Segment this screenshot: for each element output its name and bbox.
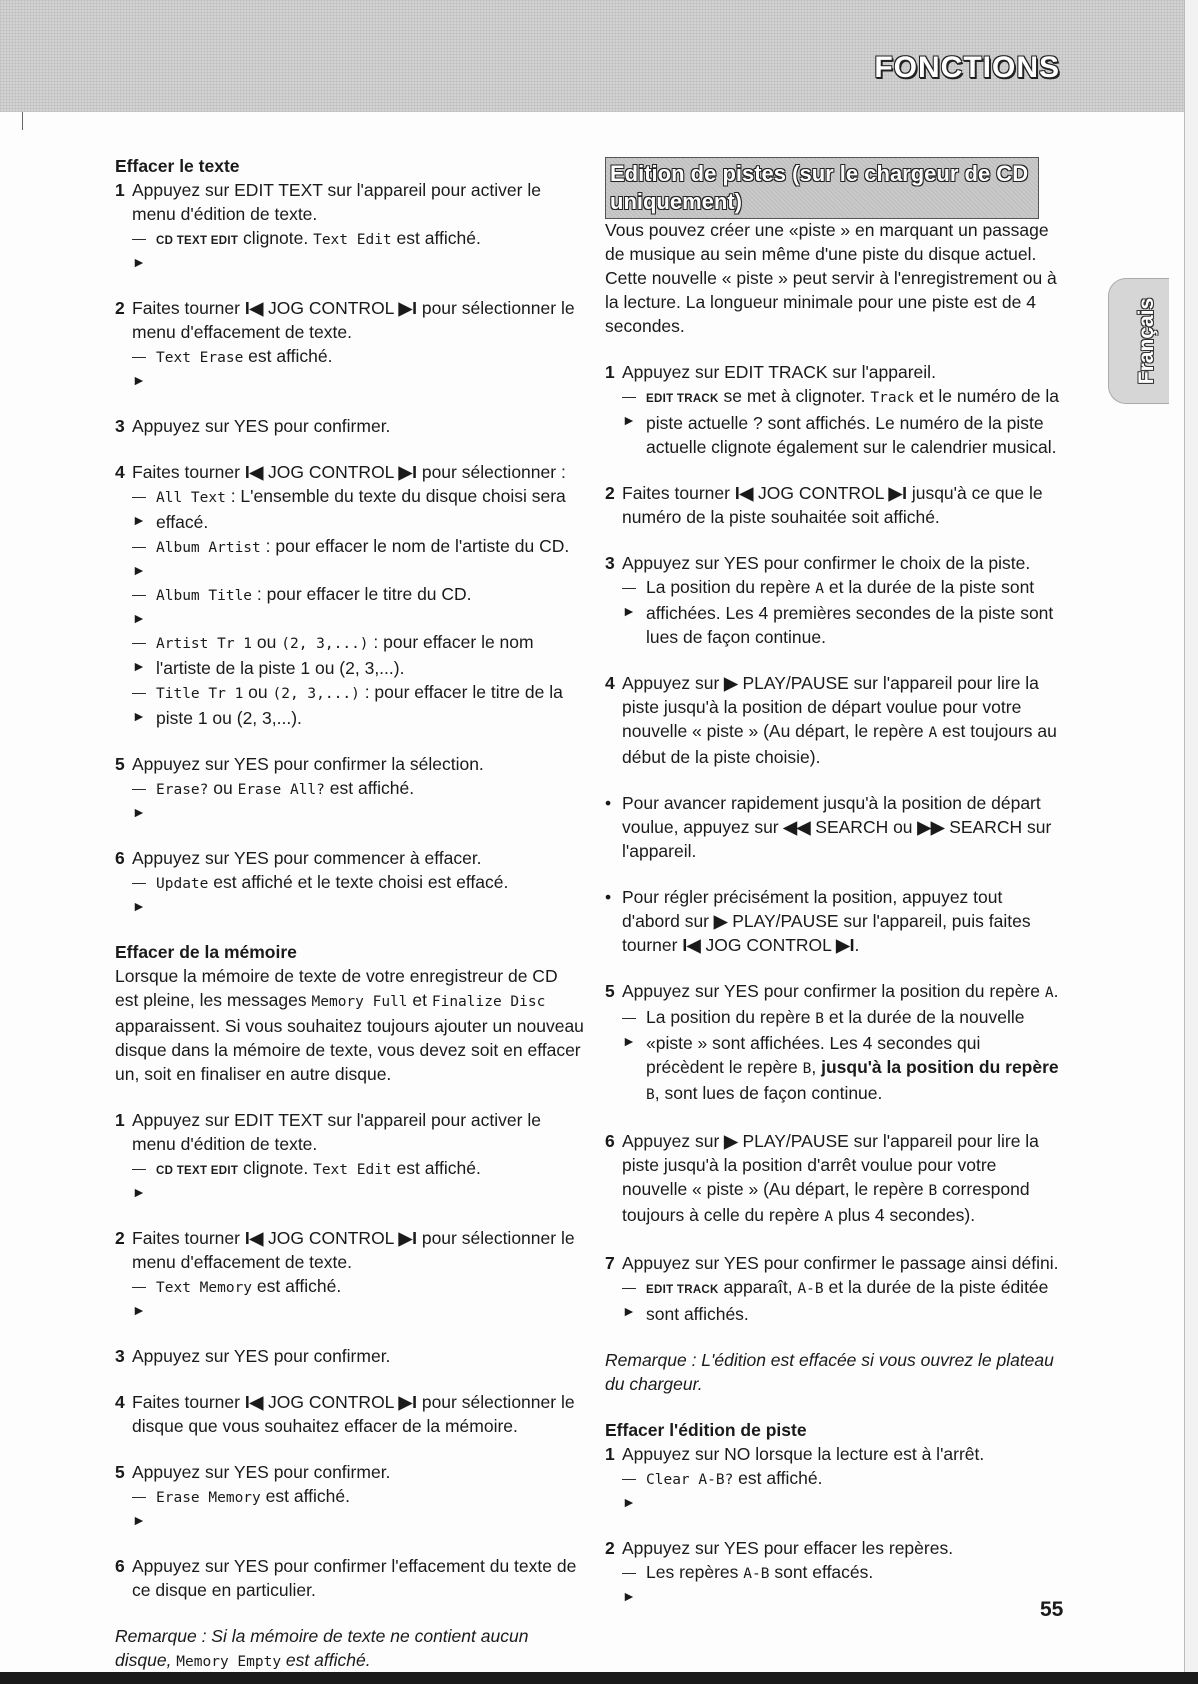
step-text-part: Faites tourner (132, 298, 245, 318)
step-text-part: est toujours au début de la piste choisie). (622, 721, 1057, 767)
step-result-text: La position du repère (646, 577, 816, 597)
step (115, 1226, 585, 1322)
step-text-part: Faites tourner (132, 1228, 245, 1248)
next-icon: ▶I (888, 483, 907, 503)
step-result (132, 1156, 585, 1204)
step-text (132, 1226, 585, 1274)
step (115, 1554, 585, 1602)
display-text: Album Artist (156, 540, 261, 556)
display-text: A (824, 1209, 834, 1225)
next-icon: ▶I (836, 935, 855, 955)
step-number: 3 (115, 1346, 125, 1366)
tip-text-part: Pour régler précisément la position, appuyez tout d'abord sur (622, 887, 1003, 931)
tip-text-part: . (854, 935, 860, 955)
step-number: 4 (605, 673, 615, 693)
step-result-text: se met à clignoter. (718, 386, 871, 406)
step-result (132, 1274, 585, 1322)
step-number: 6 (115, 1556, 125, 1576)
intro-text: et (407, 990, 432, 1010)
next-icon: ▶I (398, 298, 417, 318)
step-result-text: est affiché. (324, 778, 415, 798)
step-number: 6 (605, 1131, 615, 1151)
step-text: Appuyez sur EDIT TEXT sur l'appareil pour activer le menu d'édition de texte. (132, 1110, 541, 1154)
page-bottom-border (0, 1672, 1198, 1684)
option-text: ou (252, 632, 282, 652)
step (605, 1536, 1061, 1608)
display-text: B (646, 1087, 655, 1103)
step-result-text: est affiché. (733, 1468, 823, 1488)
step-number: 7 (605, 1253, 615, 1273)
arrow-icon: —► (132, 874, 146, 914)
display-text: A (815, 581, 825, 597)
step-result-text: clignote. (238, 228, 314, 248)
step-text: Appuyez sur YES pour effacer les repères. (622, 1538, 954, 1558)
play-icon: ▶ (724, 673, 738, 693)
step-result-text: et le numéro de la piste actuelle ? sont affichés. Le numéro de la piste actuelle clignote également sur le calendrier musical. (646, 386, 1059, 457)
tip-text (622, 885, 1061, 957)
step-text: Appuyez sur YES pour confirmer l'effacement du texte de ce disque en particulier. (132, 1556, 577, 1600)
step-number: 4 (115, 462, 125, 482)
play-icon: ▶ (724, 1131, 738, 1151)
step-result (622, 575, 1061, 649)
step (115, 1460, 585, 1532)
next-icon: ▶I (398, 1392, 417, 1412)
step-result-text: et la durée de la piste éditée sont affichés. (646, 1277, 1049, 1324)
step-text-part: . (1053, 981, 1059, 1001)
arrow-icon: —► (622, 1009, 636, 1049)
display-indicator: EDIT TRACK (646, 1284, 719, 1296)
display-text: A (928, 725, 938, 741)
note: Remarque : L'édition est effacée si vous ouvrez le plateau du chargeur. (605, 1350, 1054, 1394)
tip (605, 885, 1061, 957)
step-text: Appuyez sur YES pour confirmer. (132, 416, 391, 436)
header-corner-mark (0, 112, 23, 130)
display-text: Update (156, 876, 209, 892)
option-item (132, 534, 585, 582)
step-number: 1 (115, 1110, 125, 1130)
step (115, 1344, 585, 1368)
step-text: Appuyez sur YES pour confirmer la sélection. (132, 754, 484, 774)
step-result-text: apparaît, (718, 1277, 798, 1297)
step-result-text: est affiché. (260, 1486, 350, 1506)
step-text: Appuyez sur YES pour confirmer. (132, 1346, 391, 1366)
step (115, 178, 585, 274)
arrow-icon: —► (132, 780, 146, 820)
rewind-icon: ◀◀ (783, 817, 811, 837)
display-text: B (802, 1061, 812, 1077)
step-number: 2 (605, 1538, 615, 1558)
step-text (132, 460, 585, 484)
step-text (622, 1129, 1061, 1229)
step-number: 4 (115, 1392, 125, 1412)
option-text: : pour effacer le titre du CD. (252, 584, 472, 604)
step-result (132, 344, 585, 392)
display-text: A (1044, 985, 1054, 1001)
arrow-icon: —► (132, 230, 146, 270)
step-text: Appuyez sur EDIT TRACK sur l'appareil. (622, 362, 936, 382)
step-text-part: PLAY/PAUSE sur l'appareil pour lire la piste jusqu'à la position d'arrêt voulue pour votre nouvelle « piste » (Au départ, le repère (622, 1131, 1039, 1199)
option-item (132, 484, 585, 534)
arrow-icon: —► (622, 1279, 636, 1319)
step-number: 2 (115, 1228, 125, 1248)
step-result-text: et la durée de la piste sont affichées. Les 4 premières secondes de la piste sont lues de façon continue. (646, 577, 1054, 647)
intro-text: Lorsque la mémoire de texte de votre enregistreur de CD est pleine, les messages (115, 966, 558, 1010)
tip-text-part: SEARCH sur l'appareil. (622, 817, 1052, 861)
arrow-icon: —► (132, 586, 146, 626)
step-text (622, 481, 1061, 529)
step-text (622, 979, 1061, 1005)
step-text-part: pour sélectionner : (416, 462, 566, 482)
step-number: 5 (605, 981, 615, 1001)
display-indicator: CD TEXT EDIT (156, 1165, 239, 1177)
step-text-part: Appuyez sur YES pour confirmer la position du repère (622, 981, 1045, 1001)
step-text-part: JOG CONTROL (753, 483, 889, 503)
display-text: Clear A-B? (646, 1472, 734, 1488)
step-text-part: JOG CONTROL (263, 1392, 399, 1412)
step-result-text: est affiché. (243, 346, 333, 366)
step-result-text: est affiché et le texte choisi est effacé. (208, 872, 509, 892)
note-text: est affiché. (281, 1650, 371, 1670)
step-result-text: clignote. (238, 1158, 314, 1178)
step-text-part: PLAY/PAUSE sur l'appareil pour lire la piste jusqu'à la position de départ voulue pour votre nouvelle « piste » (Au départ, le repère (622, 673, 1039, 741)
arrow-icon: —► (132, 634, 146, 674)
option-text: : pour effacer le nom de l'artiste du CD. (260, 536, 570, 556)
step (605, 360, 1061, 459)
option-text: ou (243, 682, 273, 702)
display-text: Memory Empty (176, 1654, 282, 1670)
prev-icon: I◀ (244, 462, 264, 482)
section-title-effacer-edition: Effacer l'édition de piste (605, 1420, 807, 1440)
prev-icon: I◀ (682, 935, 701, 955)
step-result (622, 1005, 1061, 1107)
step-result (622, 1560, 1061, 1608)
step-number: 3 (115, 416, 125, 436)
note (115, 1624, 585, 1674)
display-text: (2, 3,...) (281, 636, 369, 652)
step-result (622, 1466, 1061, 1514)
option-item (132, 680, 585, 730)
step-result-text: La position du repère (646, 1007, 816, 1027)
step-text-part: pour sélectionner le menu d'effacement de texte. (132, 298, 575, 342)
step-result-text: et la durée de la nouvelle «piste » sont affichées. Les 4 secondes qui précèdent le repère (646, 1007, 1025, 1077)
step-number: 3 (605, 553, 615, 573)
display-text: All Text (156, 490, 226, 506)
prev-icon: I◀ (734, 483, 754, 503)
step-result-text: , sont lues de façon continue. (654, 1083, 883, 1103)
display-text: Erase Memory (156, 1490, 261, 1506)
display-text: B (928, 1183, 938, 1199)
bullet-icon: • (605, 887, 612, 907)
tip (605, 791, 1061, 863)
display-text: Finalize Disc (431, 994, 546, 1010)
step-result (132, 226, 585, 274)
step (605, 1129, 1061, 1229)
step-number: 5 (115, 1462, 125, 1482)
arrow-icon: —► (132, 488, 146, 528)
steps-effacer-texte (115, 178, 585, 918)
step (115, 846, 585, 918)
step-number: 1 (115, 180, 125, 200)
step (115, 414, 585, 438)
prev-icon: I◀ (244, 1228, 264, 1248)
step-result-text: Les repères (646, 1562, 744, 1582)
display-text: A-B (797, 1281, 824, 1297)
steps-effacer-edition (605, 1442, 1061, 1608)
tip-text-part: Pour avancer rapidement jusqu'à la position de départ voulue, appuyez sur (622, 793, 1041, 837)
step-text-part: Appuyez sur (622, 673, 725, 693)
step-result-text: , (811, 1057, 822, 1077)
step (115, 1390, 585, 1438)
step (605, 551, 1061, 649)
display-text: Text Edit (313, 1162, 392, 1178)
page-edge (1184, 0, 1198, 1684)
display-text: (2, 3,...) (272, 686, 360, 702)
arrow-icon: —► (622, 1564, 636, 1604)
step (115, 460, 585, 730)
step-number: 2 (605, 483, 615, 503)
language-tab-label: Français (1135, 297, 1158, 385)
display-text: Text Memory (156, 1280, 253, 1296)
steps-effacer-memoire (115, 1108, 585, 1602)
display-indicator: EDIT TRACK (646, 393, 719, 405)
note-text: Remarque : Si la mémoire de texte ne contient aucun disque, (115, 1626, 529, 1670)
step (115, 1108, 585, 1204)
display-indicator: CD TEXT EDIT (156, 235, 239, 247)
tip-text-part: PLAY/PAUSE sur l'appareil, puis faites tourner (622, 911, 1031, 955)
intro-text: apparaissent. Si vous souhaitez toujours ajouter un nouveau disque dans la mémoire de texte, vous devez soit en effacer un, soit en finaliser en autre disque. (115, 1016, 584, 1084)
section-title-effacer-texte: Effacer le texte (115, 156, 240, 176)
step-text: Appuyez sur YES pour confirmer. (132, 1462, 391, 1482)
step-result-text: ou (208, 778, 238, 798)
step-text-part: correspond toujours à celle du repère (622, 1179, 1030, 1225)
step-text-part: Faites tourner (132, 1392, 245, 1412)
display-text: Track (870, 390, 915, 406)
tip-text (622, 791, 1061, 863)
step-number: 6 (115, 848, 125, 868)
display-text: Memory Full (311, 994, 408, 1010)
display-text: Title Tr 1 (156, 686, 244, 702)
step-text-part: Faites tourner (622, 483, 735, 503)
step (605, 481, 1061, 529)
step-text (622, 671, 1061, 769)
step-text: Appuyez sur YES pour commencer à effacer. (132, 848, 482, 868)
steps-edition-pistes (605, 360, 1061, 1326)
page-number: 55 (1040, 1598, 1064, 1621)
section-title-effacer-memoire: Effacer de la mémoire (115, 942, 297, 962)
step-number: 2 (115, 298, 125, 318)
step-text (132, 1390, 585, 1438)
step-text-part: pour sélectionner le disque que vous souhaitez effacer de la mémoire. (132, 1392, 575, 1436)
step (605, 1442, 1061, 1514)
arrow-icon: —► (622, 579, 636, 619)
tip-text-part: SEARCH ou (810, 817, 918, 837)
step-result-text: est affiché. (391, 1158, 481, 1178)
display-text: Text Edit (313, 232, 392, 248)
step (115, 296, 585, 392)
arrow-icon: —► (132, 1278, 146, 1318)
step-text (132, 296, 585, 344)
step-text-part: pour sélectionner le menu d'effacement de texte. (132, 1228, 575, 1272)
arrow-icon: —► (622, 388, 636, 428)
step-text: Appuyez sur EDIT TEXT sur l'appareil pour activer le menu d'édition de texte. (132, 180, 541, 224)
step-result (132, 870, 585, 918)
step-number: 1 (605, 362, 615, 382)
fast-forward-icon: ▶▶ (917, 817, 945, 837)
option-item (132, 630, 585, 680)
option-text: : L'ensemble du texte du disque choisi sera effacé. (156, 486, 566, 532)
section-intro: Vous pouvez créer une «piste » en marquant un passage de musique au sein même d'une piste du disque actuel. Cette nouvelle « piste » peut servir à l'enregistrement ou à la lecture. La longueur minimale pour une piste est de 4 secondes. (605, 220, 1057, 336)
tip-text-part: JOG CONTROL (700, 935, 837, 955)
display-text: Album Title (156, 588, 253, 604)
step (605, 1251, 1061, 1326)
step-text-part: JOG CONTROL (263, 1228, 399, 1248)
display-text: Artist Tr 1 (156, 636, 253, 652)
step-result (622, 384, 1061, 459)
step (115, 752, 585, 824)
step-text: Appuyez sur YES pour confirmer le choix de la piste. (622, 553, 1031, 573)
option-item (132, 582, 585, 630)
step-result (132, 776, 585, 824)
right-column (605, 218, 1061, 1608)
step-result-text: est affiché. (391, 228, 481, 248)
step-text-part: jusqu'à ce que le numéro de la piste souhaitée soit affiché. (622, 483, 1043, 527)
prev-icon: I◀ (244, 1392, 264, 1412)
play-icon: ▶ (713, 911, 728, 931)
step-number: 5 (115, 754, 125, 774)
prev-icon: I◀ (244, 298, 264, 318)
step-result-text: est affiché. (252, 1276, 342, 1296)
step-text-part: Faites tourner (132, 462, 245, 482)
step (605, 671, 1061, 769)
language-tab (1108, 278, 1169, 404)
page-title: FONCTIONS (874, 51, 1060, 84)
arrow-icon: —► (132, 538, 146, 578)
step-text-part: JOG CONTROL (263, 462, 399, 482)
next-icon: ▶I (398, 1228, 417, 1248)
step-result (132, 1484, 585, 1532)
option-text: : pour effacer le nom l'artiste de la piste 1 ou (2, 3,...). (156, 632, 534, 678)
step-number: 1 (605, 1444, 615, 1464)
arrow-icon: —► (622, 1470, 636, 1510)
step-text-part: plus 4 secondes). (833, 1205, 976, 1225)
step-text-part: Appuyez sur (622, 1131, 725, 1151)
left-column (115, 154, 585, 1674)
section-title-edition-pistes: Edition de pistes (sur le chargeur de CD uniquement) (605, 157, 1039, 219)
display-text: B (815, 1011, 825, 1027)
step (605, 979, 1061, 1107)
arrow-icon: —► (132, 348, 146, 388)
emphasis-text: jusqu'à la position du repère (821, 1057, 1059, 1077)
display-text: Text Erase (156, 350, 244, 366)
display-text: Erase All? (237, 782, 325, 798)
step-result-text: sont effacés. (769, 1562, 874, 1582)
arrow-icon: —► (132, 1488, 146, 1528)
step-text: Appuyez sur NO lorsque la lecture est à l'arrêt. (622, 1444, 985, 1464)
step-text-part: JOG CONTROL (263, 298, 399, 318)
arrow-icon: —► (132, 1160, 146, 1200)
step-result (622, 1275, 1061, 1326)
display-text: A-B (743, 1566, 770, 1582)
step-text: Appuyez sur YES pour confirmer le passage ainsi défini. (622, 1253, 1059, 1273)
bullet-icon: • (605, 793, 612, 813)
next-icon: ▶I (398, 462, 417, 482)
option-text: : pour effacer le titre de la piste 1 ou (2, 3,...). (156, 682, 563, 728)
arrow-icon: —► (132, 684, 146, 724)
section-intro (115, 964, 585, 1086)
display-text: Erase? (156, 782, 209, 798)
